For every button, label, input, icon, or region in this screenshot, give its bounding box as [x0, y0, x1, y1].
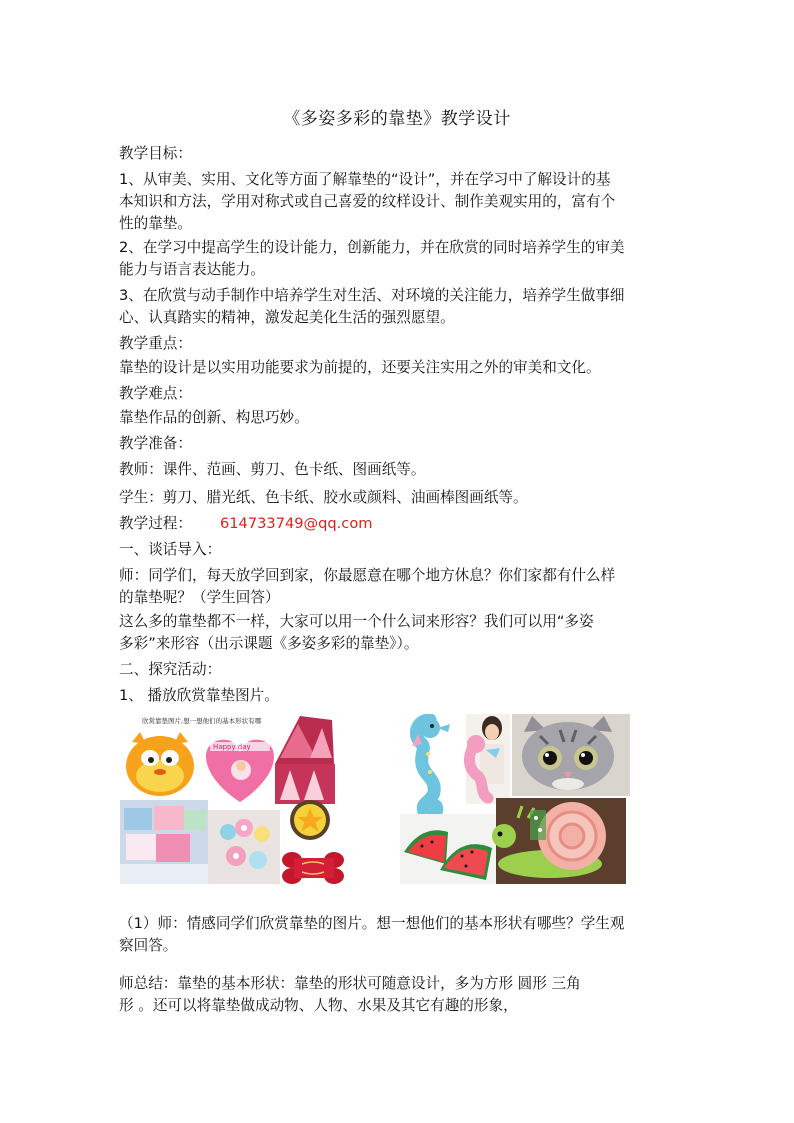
difficulty-text: 靠垫作品的创新、构思巧妙。: [119, 409, 309, 426]
seahorse-cushion: [412, 718, 450, 816]
preparation-teacher: 教师：课件、范画、剪刀、色卡纸、图画纸等。: [119, 461, 426, 478]
watermelon-cushions: [400, 814, 496, 884]
difficulty-heading: 教学难点：: [119, 385, 192, 402]
intro-line-3: 这么多的靠垫都不一样，大家可以用一个什么词来形容？我们可以用“多姿: [119, 613, 594, 630]
intro-line-4: 多彩”来形容（出示课题《多姿多彩的靠垫》）。: [119, 635, 419, 652]
cushion-collage-left-image: [120, 714, 346, 884]
preparation-heading: 教学准备：: [119, 435, 192, 452]
summary-line-2: 形 。还可以将靠垫做成动物、人物、水果及其它有趣的形象，: [119, 997, 518, 1014]
intro-heading: 一、谈话导入：: [119, 541, 222, 558]
heart-cushion: [206, 740, 274, 802]
bed-cushions: [120, 800, 208, 884]
objective-1-line-1: 1、从审美、实用、文化等方面了解靠垫的“设计”，并在学习中了解设计的基: [119, 171, 611, 188]
girl-with-seahorse: [466, 714, 510, 804]
star-cushion: [290, 800, 330, 840]
objective-3-line-1: 3、在欣赏与动手制作中培养学生对生活、对环境的关注能力，培养学生做事细: [119, 287, 625, 304]
question-1-line-2: 察回答。: [119, 937, 178, 954]
summary-line-1: 师总结：靠垫的基本形状：靠垫的形状可随意设计，多为方形 圆形 三角: [119, 975, 581, 992]
objective-1-line-3: 性的靠垫。: [119, 215, 192, 232]
document-title: 《多姿多彩的靠垫》教学设计: [283, 109, 511, 129]
explore-item-1: 1、 播放欣赏靠垫图片。: [119, 687, 279, 704]
objective-2-line-2: 能力与语言表达能力。: [119, 261, 265, 278]
question-1-line-1: （1）师：情感同学们欣赏靠垫的图片。想一想他们的基本形状有哪些？学生观: [119, 915, 625, 932]
cushion-collage-right-image: [400, 714, 630, 884]
explore-heading: 二、探究活动：: [119, 661, 222, 678]
key-points-heading: 教学重点：: [119, 335, 192, 352]
collage-pillow-text: Happy day: [213, 743, 251, 751]
preparation-student: 学生：剪刀、腊光纸、色卡纸、胶水或颜料、油画棒图画纸等。: [119, 489, 528, 506]
collage-caption: 欣赏靠垫图片,想一想他们的基本形状有哪: [142, 717, 262, 725]
objective-3-line-2: 心、认真踏实的精神，激发起美化生活的强烈愿望。: [119, 309, 455, 326]
triangle-cushion: [275, 716, 335, 804]
objective-2-line-1: 2、在学习中提高学生的设计能力，创新能力，并在欣赏的同时培养学生的审美: [119, 239, 625, 256]
snail-cushion: [492, 798, 626, 884]
cat-cushion: [512, 714, 630, 796]
process-heading-row: [119, 512, 679, 535]
intro-line-2: 的靠垫呢？（学生回答）: [119, 589, 280, 606]
objective-1-line-2: 本知识和方法，学用对称式或自己喜爱的纹样设计、制作美观实用的，富有个: [119, 193, 616, 210]
bone-cushion: [282, 850, 346, 884]
contact-email[interactable]: 614733749@qq.com: [219, 515, 373, 532]
flower-cushions: [208, 810, 280, 884]
key-points-text: 靠垫的设计是以实用功能要求为前提的，还要关注实用之外的审美和文化。: [119, 359, 601, 376]
intro-line-1: 师：同学们，每天放学回到家，你最愿意在哪个地方休息？你们家都有什么样: [119, 567, 616, 584]
process-heading: 教学过程：: [119, 515, 192, 532]
objectives-heading: 教学目标：: [119, 145, 192, 162]
garfield-cushion: [126, 732, 194, 796]
